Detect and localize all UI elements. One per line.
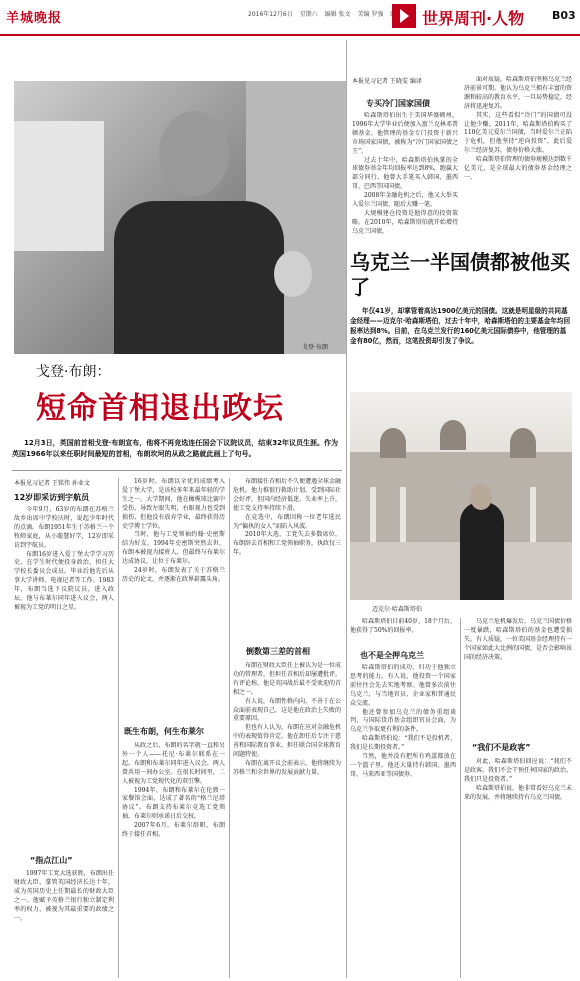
divider — [12, 470, 342, 471]
column-separator — [229, 478, 230, 978]
article-kicker: 戈登·布朗： — [36, 364, 111, 380]
subhead-astronaut: 12岁即采访到宇航员 — [14, 493, 90, 502]
subhead-cold-bonds: 专买冷门国家国债 — [366, 99, 430, 108]
ukraine-headline: 乌克兰一半国债都被他买了 — [350, 250, 570, 299]
paragraph: 有人说，布朗性格内向，不善于在公众面前表现自己，这是他在政治上失败的重要原因。 — [233, 697, 341, 723]
page-number: B03 — [552, 9, 576, 22]
column-4 — [352, 112, 458, 242]
paragraph: 2010年大选，工党失去多数席位，布朗辞去首相和工党领袖职务，执政仅三年。 — [233, 531, 341, 557]
paragraph: 布朗在财政大臣任上被认为是一位成功的管理者，但担任首相后却屡遭批评。有评论称，他是英国战后最不受欢迎的首相之一。 — [233, 662, 341, 696]
header-weekday: 星期六 — [299, 11, 318, 18]
paragraph: 过去十年中，哈森斯塔伯执掌的全球债券基金年均回报率达到8%，跑赢大部分同行。他曾大手笔买入韩国、墨西哥、巴西等国国债。 — [352, 156, 458, 191]
newspaper-logo: 羊城晚报 — [6, 11, 63, 26]
paragraph: 今年9月，63岁的布朗在苏格兰故乡出席中学校庆时，说起少年时代的点滴。布朗1951年生于苏格兰一个牧师家庭，从小聪慧好学，12岁即采访到宇航员。 — [14, 506, 114, 549]
column-5 — [464, 76, 572, 242]
paragraph: 24岁时，布朗发表了关于苏格兰历史的论文，并逐渐在政界崭露头角。 — [122, 567, 225, 583]
subhead-brown-blair: 既生布朗，何生布莱尔 — [124, 727, 204, 736]
column-separator — [346, 40, 347, 978]
paragraph: 16岁时，布朗以全优的成绩考入爱丁堡大学，是该校多年来最年轻的学生之一。大学期间，他在橄榄球比赛中受伤，导致左眼失明，右眼视力也受到损伤。但他没有放弃学业，最终获得历史学博士学位。 — [122, 478, 225, 530]
paragraph: 大规模建仓投资是他得意的投资策略。在2010年，哈森斯塔伯就开始增持乌克兰国债。 — [352, 209, 458, 235]
paragraph: 哈森斯塔伯管理的债券规模达到数千亿美元，是全球最大的债券基金经理之一。 — [464, 156, 572, 181]
hasenstab-photo — [350, 392, 572, 600]
paragraph: 当然，他并没有把所有鸡蛋都放在一个篮子里。他还大量持有韩国、墨西哥、马来西亚等国债券。 — [350, 753, 456, 778]
subhead-quote: “指点江山” — [30, 856, 73, 865]
byline-main: 本报见习记者 王铭伟 孙业文 — [14, 480, 90, 487]
subhead-not-all-in: 也不是全押乌克兰 — [360, 651, 424, 660]
paragraph: 对此，哈森斯塔伯回应说：“我们不是政客，我们不会干预任何国家的政治。我们只是投资者。” — [464, 758, 572, 783]
column-6b — [350, 664, 456, 978]
page-header — [0, 0, 580, 36]
column-1a — [14, 506, 114, 846]
paragraph: 1994年，布朗和布莱尔在伦敦一家餐馆会面，达成了著名的“格兰尼塔协议”。布朗支持布莱尔竞选工党领袖，布莱尔则承诺日后交权。 — [122, 786, 225, 821]
paragraph: 布朗16岁进入爱丁堡大学学习历史，在学生时代便投身政治，担任大学校长委员会成员。毕业后他先后从事大学讲师、电视记者等工作。1983年，布朗当选下议院议员，进入政坛。他与布莱尔同年进入议会，两人被视为工党的明日之星。 — [14, 550, 114, 611]
paragraph: 在竞选中，布朗因称一位老年选民为“偏执的女人”而陷入风波。 — [233, 513, 341, 530]
column-7a — [464, 618, 572, 738]
column-6a — [350, 618, 456, 648]
article-title: 短命首相退出政坛 — [36, 391, 284, 426]
paragraph: 乌克兰危机爆发后，乌克兰国债价格一度暴跌，哈森斯塔伯的基金也遭受损失。有人质疑，一位美国基金经理持有一个国家如此大比例的国债，是否会影响该国的经济决策。 — [464, 618, 572, 661]
paragraph: 面对质疑，哈森斯塔伯坚称乌克兰经济前景可期。他认为乌克兰拥有丰富的资源和较高的教育水平，一旦局势稳定，经济将迅速复苏。 — [464, 76, 572, 110]
paragraph: 2008年金融危机之后，他又大举买入爱尔兰国债，随后大赚一笔。 — [352, 192, 458, 209]
header-date: 2016年12月6日 — [248, 11, 293, 18]
column-separator — [460, 618, 461, 978]
paragraph: 从政之后，布朗的名字就一直和另外一个人——托尼·布莱尔联系在一起。布朗和布莱尔同年进入议会，两人曾共用一间办公室。在很长时间里，二人被视为工党现代化的双引擎。 — [122, 742, 225, 785]
paragraph: 布朗在离开议会前表示，他将继续为苏格兰和全世界的发展贡献力量。 — [233, 759, 341, 776]
section-title: 世界周刊·人物 — [422, 9, 525, 28]
hasenstab-photo-caption: 迈克尔·哈森斯塔伯 — [372, 606, 422, 613]
subhead-not-politicians: “我们不是政客” — [472, 743, 531, 752]
paragraph: 他还曾参加乌克兰的债务重组谈判，与国际货币基金组织官员会面，为乌克兰争取更有利的条件。 — [350, 708, 456, 734]
paragraph: 其实，这些看似“冷门”的国债可没让他少赚。2011年，哈森斯塔伯购买了110亿美元爱尔兰国债，当时爱尔兰正陷于危机，但他坚持“逆向投资”，此后爱尔兰经济复苏，债券价格大涨。 — [464, 111, 572, 155]
paragraph: 当时，他与工党领袖约翰·史密斯结为好友。1994年史密斯突然去世，布朗本被视为接班人，但最终与布莱尔达成协议，让位于布莱尔。 — [122, 531, 225, 566]
section-arrow-icon — [392, 4, 416, 28]
brown-photo-caption: 戈登·布朗 — [302, 344, 328, 351]
paragraph: 哈森斯塔伯说，他非常看好乌克兰未来的发展，并将继续持有乌克兰国债。 — [464, 784, 572, 801]
article-lead: 12月3日，英国前首相戈登·布朗宣布，他将不再竞选连任国会下议院议员，结束32年议员生涯。作为英国1966年以来任职时间最短的首相，布朗坎坷的从政之路就此画上了句号。 — [12, 439, 339, 458]
column-3b — [233, 662, 341, 978]
paragraph: 但也有人认为，布朗在应对金融危机中的表现值得肯定。他在卸任后专注于慈善和国际教育事业，担任联合国全球教育问题特使。 — [233, 724, 341, 759]
paragraph: 2007年6月，布莱尔辞职，布朗终于接任首相。 — [122, 822, 225, 839]
paragraph: 哈森斯塔伯说：“我们不是投机者，我们是长期投资者。” — [350, 735, 456, 752]
paragraph: 布朗接任首相后不久便遭遇全球金融危机。他力推银行救助计划，受到国际社会好评，但国内经济低迷、失业率上升，使工党支持率持续下滑。 — [233, 478, 341, 512]
subhead-worst-pm: 倒数第三差的首相 — [246, 647, 310, 656]
paragraph: 哈森斯塔伯的成功，归功于他独立思考的能力。有人说，他投资一个国家前往往会先去实地考察。他曾多次前往乌克兰，与当地官员、企业家和普通民众交流。 — [350, 664, 456, 707]
header-editor: 编辑 张文 — [324, 11, 351, 18]
column-1b — [14, 870, 114, 978]
brown-photo — [14, 81, 346, 354]
paragraph: 1997年工党大选获胜，布朗出任财政大臣，掌管英国经济长达十年，成为英国历史上任期最长的财政大臣之一。他赋予英格兰银行独立制定利率的权力，被视为其最重要的政绩之一。 — [14, 870, 114, 922]
byline-right: 本报见习记者 王晓雯 编译 — [352, 78, 422, 85]
header-design: 美编 罗强 — [357, 11, 384, 18]
column-2a — [122, 478, 225, 722]
column-separator — [118, 478, 119, 978]
paragraph: 哈森斯塔伯出生于美国华盛顿州，1996年大学毕业后便加入富兰克林邓普顿基金。他管理的基金专门投资于新兴市场国家国债，被称为“冷门国家国债之王”。 — [352, 112, 458, 155]
paragraph: 哈森斯塔伯目前40岁，18个月后，他获得了50%的回报率。 — [350, 618, 456, 634]
column-7b — [464, 758, 572, 978]
ukraine-lead: 年仅41岁，却掌管着高达1900亿美元的国债。这就是明星级的共同基金经理——迈克尔·哈森斯塔伯，过去十年中，哈森斯塔伯的主要基金年均回报率达到8%。目前，在乌克兰发行的160亿美元国际债券中，他管理的基金有80亿，然而，这笔投资却引发了争议。 — [350, 307, 571, 345]
column-3a — [233, 478, 341, 640]
column-2b — [122, 742, 225, 978]
